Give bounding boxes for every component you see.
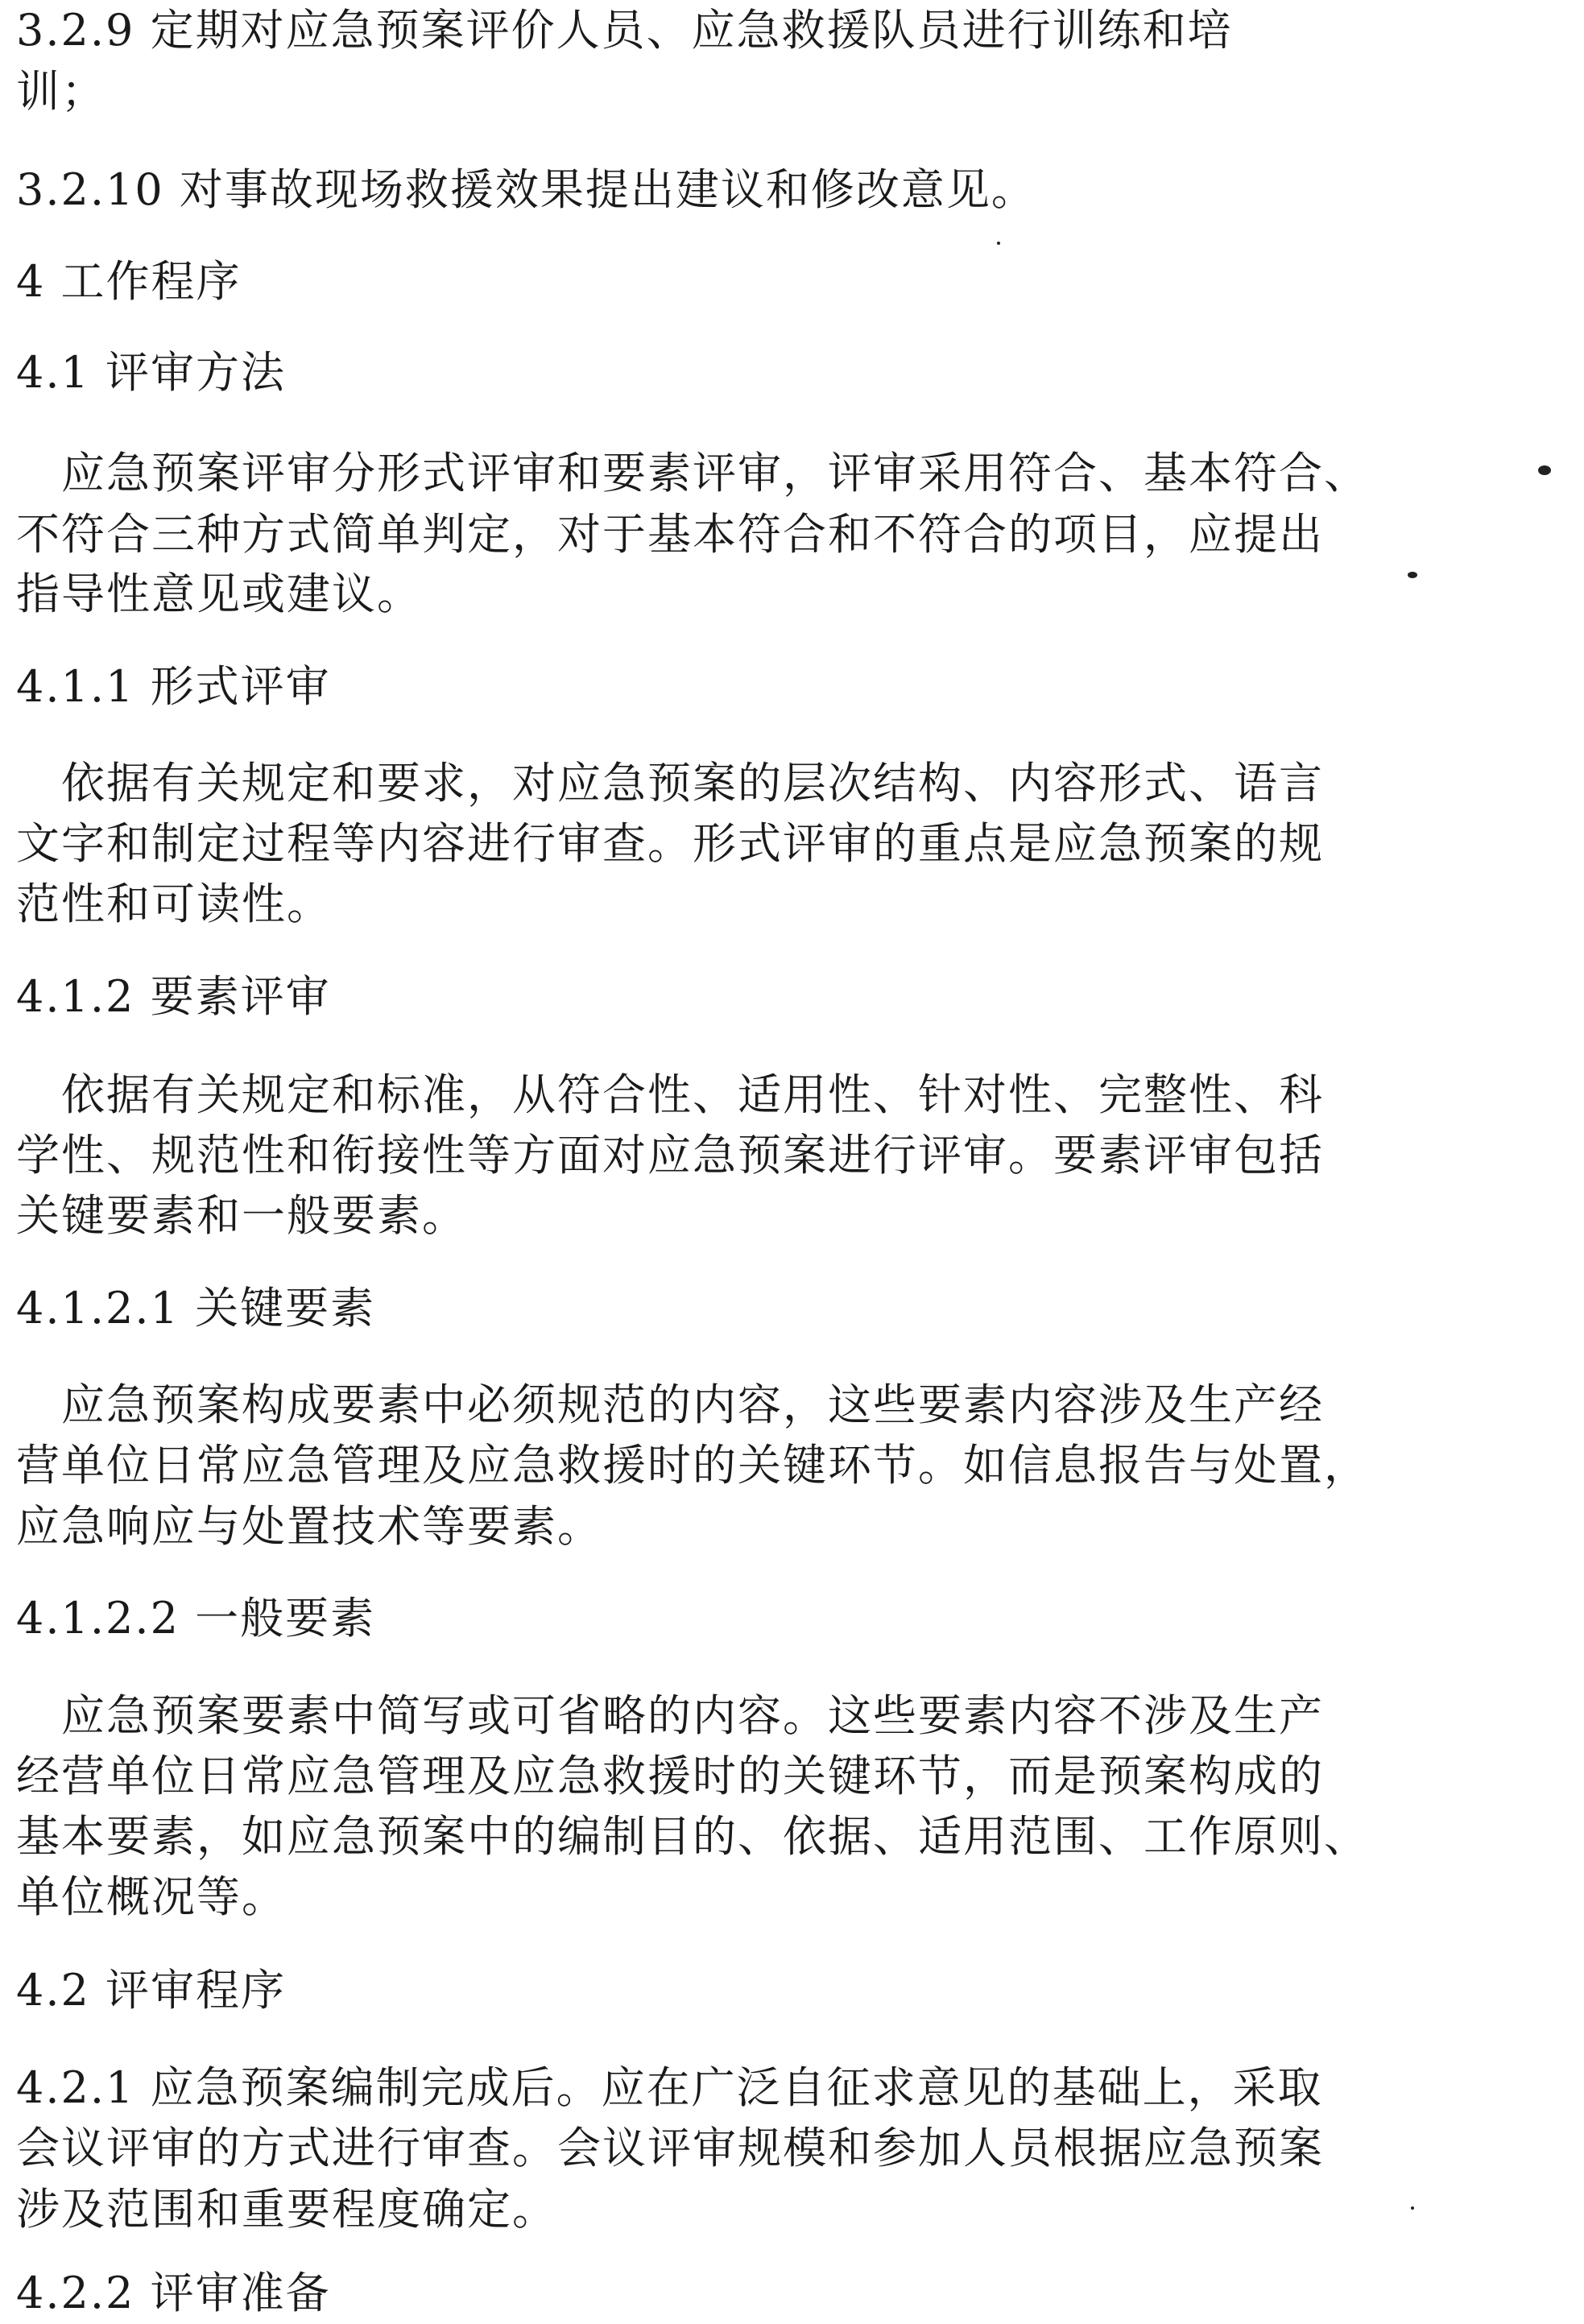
- text-line: 基本要素，如应急预案中的编制目的、依据、适用范围、工作原则、: [16, 1811, 1369, 1862]
- section-heading: 4 工作程序: [16, 256, 242, 307]
- text-line: 会议评审的方式进行审查。会议评审规模和参加人员根据应急预案: [16, 2123, 1324, 2173]
- scan-speck: [997, 242, 1000, 245]
- section-heading: 4.1.2 要素评审: [16, 971, 331, 1022]
- scan-speck: [1411, 2206, 1414, 2210]
- text-line: 应急响应与处置技术等要素。: [16, 1501, 602, 1552]
- text-line: 应急预案构成要素中必须规范的内容，这些要素内容涉及生产经: [61, 1379, 1324, 1430]
- section-heading: 4.2 评审程序: [16, 1965, 287, 2016]
- text-line: 范性和可读性。: [16, 879, 332, 929]
- text-line: 依据有关规定和标准，从符合性、适用性、针对性、完整性、科: [61, 1069, 1324, 1120]
- text-line: 单位概况等。: [16, 1871, 287, 1922]
- text-line: 4.2.1 应急预案编制完成后。应在广泛自征求意见的基础上，采取: [16, 2062, 1323, 2113]
- text-line: 3.2.9 定期对应急预案评价人员、应急救援队员进行训练和培: [16, 5, 1233, 56]
- text-line: 训；: [16, 66, 106, 117]
- text-line: 营单位日常应急管理及应急救援时的关键环节。如信息报告与处置，: [16, 1440, 1369, 1491]
- text-line: 文字和制定过程等内容进行审查。形式评审的重点是应急预案的规: [16, 818, 1324, 869]
- section-heading: 4.1.1 形式评审: [16, 661, 331, 712]
- text-line: 不符合三种方式简单判定，对于基本符合和不符合的项目，应提出: [16, 509, 1324, 560]
- text-line: 涉及范围和重要程度确定。: [16, 2184, 557, 2235]
- text-line: 依据有关规定和要求，对应急预案的层次结构、内容形式、语言: [61, 758, 1324, 808]
- section-heading: 4.2.2 评审准备: [16, 2268, 331, 2318]
- section-heading: 4.1 评审方法: [16, 347, 287, 398]
- scan-speck: [1408, 572, 1417, 578]
- section-heading: 4.1.2.1 关键要素: [16, 1283, 376, 1334]
- text-line: 关键要素和一般要素。: [16, 1190, 467, 1241]
- text-line: 指导性意见或建议。: [16, 569, 422, 619]
- text-line: 应急预案评审分形式评审和要素评审，评审采用符合、基本符合、: [61, 448, 1369, 498]
- scan-speck: [1538, 465, 1551, 475]
- text-line: 3.2.10 对事故现场救援效果提出建议和修改意见。: [16, 164, 1036, 215]
- text-line: 应急预案要素中简写或可省略的内容。这些要素内容不涉及生产: [61, 1690, 1324, 1741]
- section-heading: 4.1.2.2 一般要素: [16, 1593, 376, 1644]
- text-line: 经营单位日常应急管理及应急救援时的关键环节，而是预案构成的: [16, 1751, 1324, 1801]
- text-line: 学性、规范性和衔接性等方面对应急预案进行评审。要素评审包括: [16, 1130, 1324, 1181]
